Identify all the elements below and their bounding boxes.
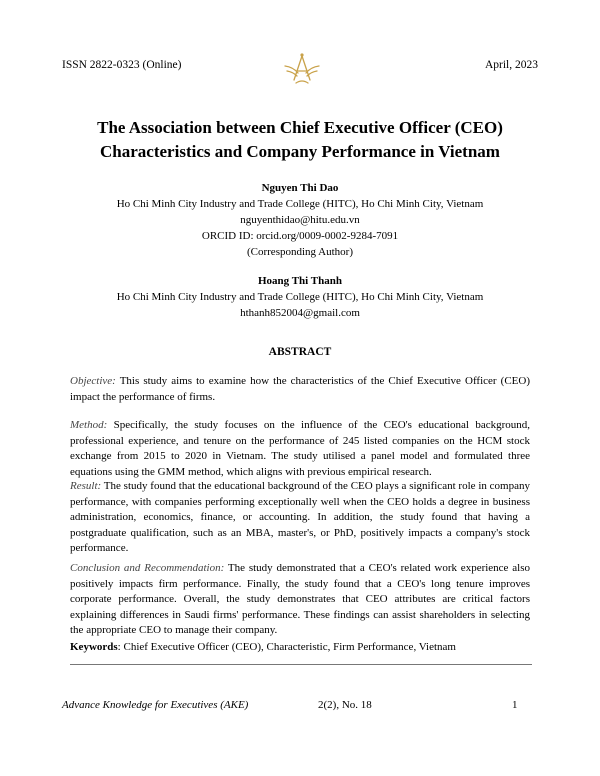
author-block-1 [60,180,540,260]
objective-text: This study aims to examine how the characteristics of the Chief Executive Officer (CEO) impact the performance of firms. [70,375,530,403]
author-email[interactable]: nguyenthidao@hitu.edu.vn [240,214,360,226]
abstract-result [70,479,530,557]
method-label: Method: [70,419,108,431]
issue-date: April, 2023 [484,59,538,71]
footer-divider [70,664,532,665]
title-line-2: Characteristics and Company Performance in Vietnam [100,142,500,161]
conclusion-label: Conclusion and Recommendation: [70,562,225,574]
abstract-objective [70,374,530,405]
footer-journal-name: Advance Knowledge for Executives (AKE) [62,699,249,711]
author-affiliation: Ho Chi Minh City Industry and Trade College (HITC), Ho Chi Minh City, Vietnam [116,291,484,303]
footer-volume: 2(2), No. 18 [318,699,372,711]
author-block-2 [60,273,540,321]
author-affiliation: Ho Chi Minh City Industry and Trade College (HITC), Ho Chi Minh City, Vietnam [116,198,484,210]
author-name: Nguyen Thi Dao [261,182,339,194]
keywords-text: : Chief Executive Officer (CEO), Characteristic, Firm Performance, Vietnam [117,641,456,653]
result-label: Result: [70,480,102,492]
method-text: Specifically, the study focuses on the influence of the CEO's educational background, professional experience, and tenure on the performance of 245 listed companies on the HCM stock exchange from 2015 to 2020 in Vietnam. The study utilised a panel model and formulated three equations using the GMM method, which aligns with previous empirical research. [70,419,530,478]
keywords-label: Keywords [70,641,118,653]
issn-label: ISSN 2822-0323 (Online) [62,59,182,71]
abstract-conclusion [70,561,530,639]
result-text: The study found that the educational background of the CEO plays a significant role in company performance, with companies performing exceptionally well when the CEO holds a degree in business administration, economics, finance, or accounting. In addition, the study found that having a postgraduate qualification, such as an MBA, master's, or PhD, positively impacts a company's stock performance. [70,480,530,554]
conclusion-text: The study demonstrated that a CEO's related work experience also positively impacts firm performance. Finally, the study found that a CEO's long tenure improves corporate performance. Overall, the study demonstrates that CEO attributes are critical factors explaining differences in Saudi firms' performance. These findings can assist shareholders in selecting the appropriate CEO to manage their company. [70,562,530,636]
journal-logo-icon [283,52,321,86]
author-email[interactable]: hthanh852004@gmail.com [240,307,360,319]
page-number: 1 [512,699,518,711]
title-line-1: The Association between Chief Executive Officer (CEO) [97,118,503,137]
abstract-heading: ABSTRACT [268,346,332,358]
keywords [70,641,530,653]
paper-title [60,116,540,164]
author-orcid[interactable]: ORCID ID: orcid.org/0009-0002-9284-7091 [201,230,399,242]
abstract-method [70,418,530,480]
objective-label: Objective: [70,375,116,387]
corresponding-note: (Corresponding Author) [246,246,353,258]
author-name: Hoang Thi Thanh [258,275,342,287]
